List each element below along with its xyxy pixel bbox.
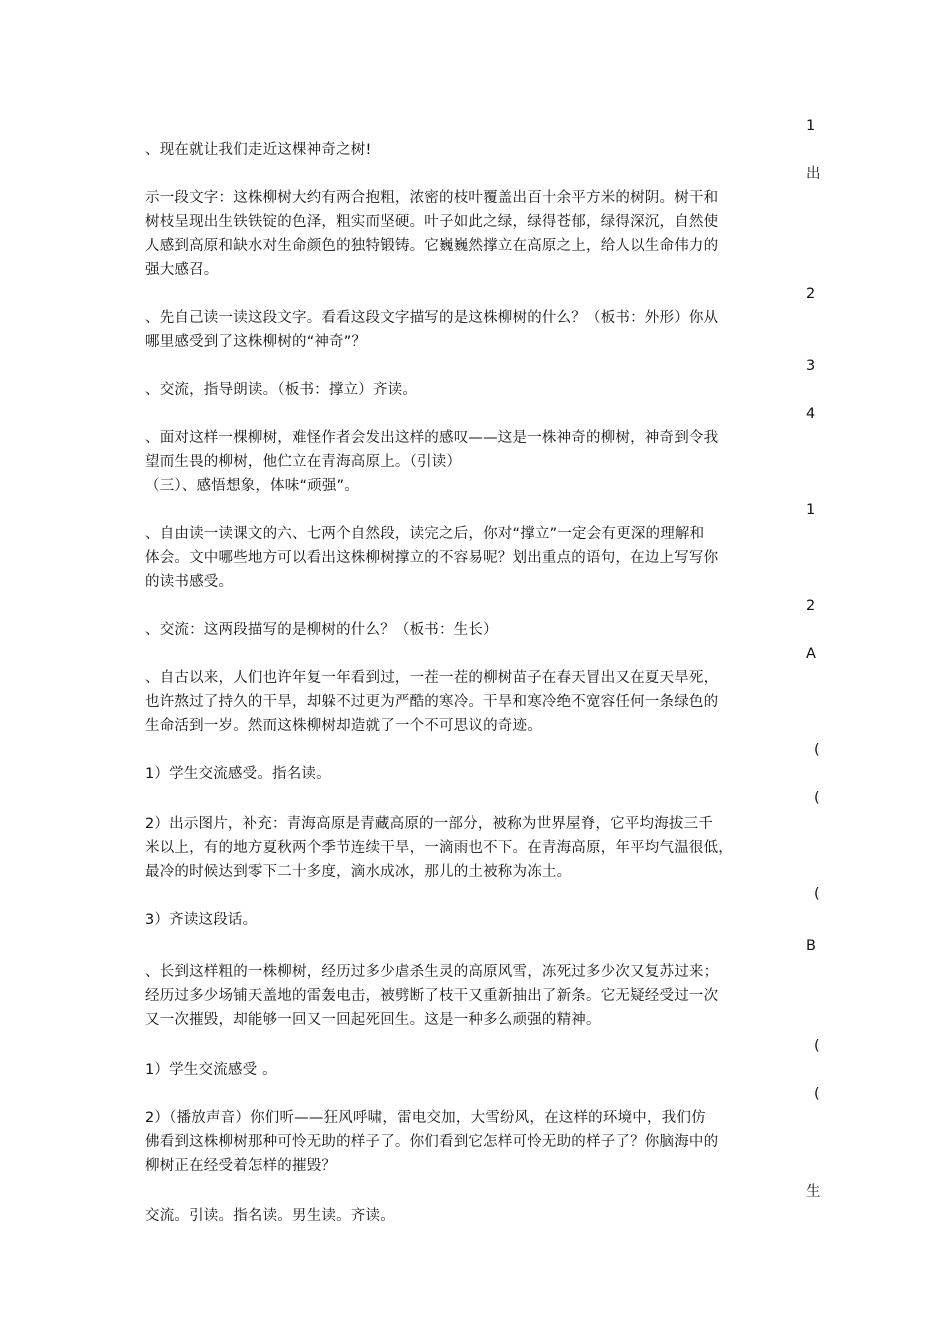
text-line: 1）学生交流感受 。 <box>145 1062 277 1078</box>
text-line: 强大感召。 <box>145 262 219 278</box>
text-line: 3）齐读这段话。 <box>145 912 258 928</box>
margin-marker: 生 <box>806 1184 821 1200</box>
margin-marker: ( <box>814 886 820 902</box>
text-line: 经历过多少场铺天盖地的雷轰电击，被劈断了枝干又重新抽出了新条。它无疑经受过一次 <box>145 988 719 1004</box>
text-line: 2）（播放声音）你们听——狂风呼啸，雷电交加，大雪纷风，在这样的环境中，我们仿 <box>145 1110 706 1126</box>
text-line: 柳树正在经受着怎样的摧毁？ <box>145 1158 337 1174</box>
margin-marker: 4 <box>806 406 816 422</box>
margin-marker: ( <box>814 790 820 806</box>
text-line: 2）出示图片，补充：青海高原是青藏高原的一部分，被称为世界屋脊，它平均海拔三千 <box>145 816 714 832</box>
margin-marker: B <box>806 938 816 954</box>
margin-marker: ( <box>814 1086 820 1102</box>
text-line: 交流。引读。指名读。男生读。齐读。 <box>145 1208 395 1224</box>
margin-marker: A <box>806 646 816 662</box>
text-line: 米以上，有的地方夏秋两个季节连续干旱，一滴雨也不下。在青海高原，年平均气温很低， <box>145 840 733 856</box>
text-line: 、面对这样一棵柳树，难怪作者会发出这样的感叹——这是一株神奇的柳树，神奇到令我 <box>145 430 719 446</box>
margin-marker: 出 <box>806 166 821 182</box>
text-line: 佛看到这株柳树那种可怜无助的样子了。你们看到它怎样可怜无助的样子了？你脑海中的 <box>145 1134 719 1150</box>
text-line: 哪里感受到了这株柳树的“神奇”？ <box>145 334 367 350</box>
text-line: 、交流，指导朗读。（板书：撑立）齐读。 <box>145 382 418 398</box>
text-line: 也许熬过了持久的干旱，却躲不过更为严酷的寒冷。干旱和寒冷绝不宽容任何一条绿色的 <box>145 694 719 710</box>
text-line: 1）学生交流感受。指名读。 <box>145 766 331 782</box>
text-line: 望而生畏的柳树，他伫立在青海高原上。（引读） <box>145 454 462 470</box>
text-line: 体会。文中哪些地方可以看出这株柳树撑立的不容易呢？划出重点的语句，在边上写写你 <box>145 550 719 566</box>
text-line: 、自由读一读课文的六、七两个自然段，读完之后，你对“撑立”一定会有更深的理解和 <box>145 526 705 542</box>
margin-marker: 1 <box>806 502 816 518</box>
text-line: 、长到这样粗的一株柳树，经历过多少虐杀生灵的高原风雪，冻死过多少次又复苏过来； <box>145 964 719 980</box>
text-line: 最冷的时候达到零下二十多度，滴水成冰，那儿的土被称为冻土。 <box>145 864 572 880</box>
text-line: 又一次摧毁，却能够一回又一回起死回生。这是一种多么顽强的精神。 <box>145 1012 601 1028</box>
text-line: 、先自己读一读这段文字。看看这段文字描写的是这株柳树的什么？（板书：外形）你从 <box>145 310 719 326</box>
margin-marker: ( <box>814 742 820 758</box>
text-line: 、自古以来，人们也许年复一年看到过，一茬一茬的柳树苗子在春天冒出又在夏天旱死， <box>145 670 719 686</box>
text-line: 、现在就让我们走近这棵神奇之树! <box>145 142 372 158</box>
text-line: 、交流：这两段描写的是柳树的什么？（板书：生长） <box>145 622 498 638</box>
text-line: 的读书感受。 <box>145 574 234 590</box>
margin-marker: ( <box>814 1038 820 1054</box>
text-line: 人感到高原和缺水对生命颜色的独特锻铸。它巍巍然撑立在高原之上，给人以生命伟力的 <box>145 238 719 254</box>
text-line: 示一段文字：这株柳树大约有两合抱粗，浓密的枝叶覆盖出百十余平方米的树阴。树干和 <box>145 190 719 206</box>
section-heading: （三）、感悟想象，体味“顽强”。 <box>145 478 359 494</box>
text-line: 生命活到一岁。然而这株柳树却造就了一个不可思议的奇迹。 <box>145 718 542 734</box>
margin-marker: 2 <box>806 598 816 614</box>
margin-marker: 1 <box>806 118 816 134</box>
text-line: 树枝呈现出生铁铁锭的色泽，粗实而坚硬。叶子如此之绿，绿得苍郁，绿得深沉，自然使 <box>145 214 719 230</box>
margin-marker: 3 <box>806 358 816 374</box>
margin-marker: 2 <box>806 286 816 302</box>
